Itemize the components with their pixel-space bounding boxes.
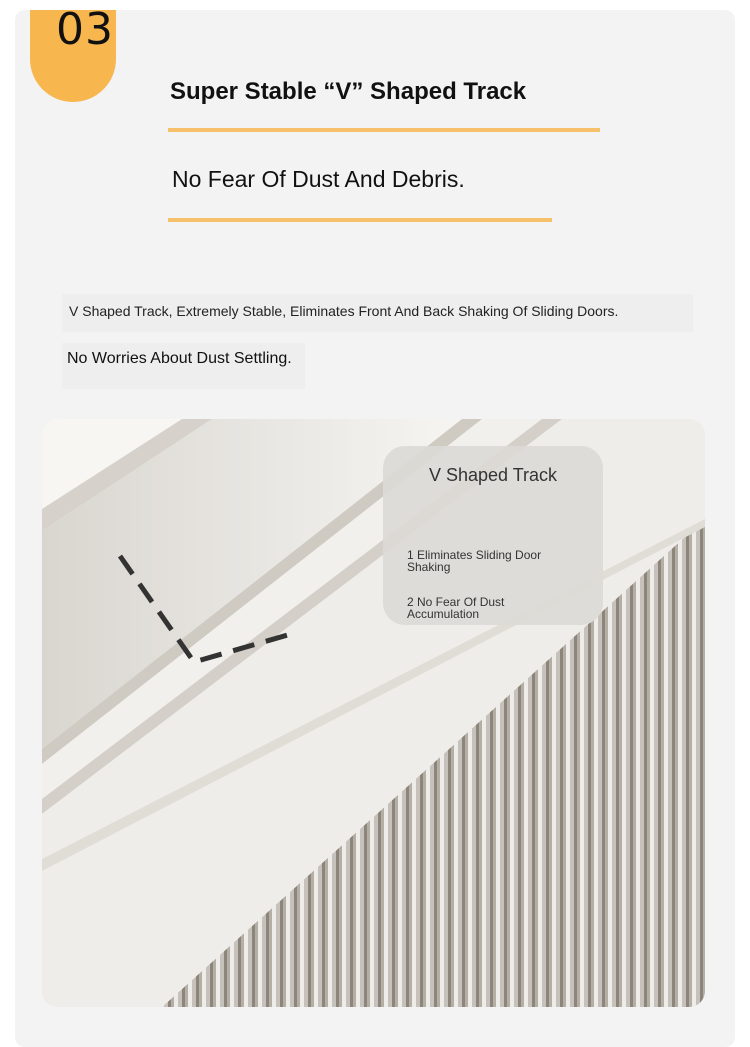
info-card bbox=[383, 446, 603, 625]
product-photo bbox=[42, 419, 705, 1007]
page-subtitle: No Fear Of Dust And Debris. bbox=[172, 166, 465, 192]
step-number: 03 bbox=[56, 10, 114, 55]
page-title: Super Stable “V” Shaped Track bbox=[170, 78, 527, 105]
description-line: V Shaped Track, Extremely Stable, Eliminates Front And Back Shaking Of Sliding Doors. bbox=[62, 294, 693, 332]
v-track-illustration bbox=[42, 419, 705, 1007]
description-line: No Worries About Dust Settling. bbox=[62, 343, 305, 389]
card-feature-item: 2 No Fear Of Dust Accumulation bbox=[407, 595, 505, 621]
card-feature-item: 1 Eliminates Sliding Door Shaking bbox=[407, 548, 542, 574]
step-badge bbox=[30, 10, 116, 102]
card-title: V Shaped Track bbox=[428, 465, 558, 485]
title-underline bbox=[168, 128, 600, 132]
subtitle-underline bbox=[168, 218, 552, 222]
